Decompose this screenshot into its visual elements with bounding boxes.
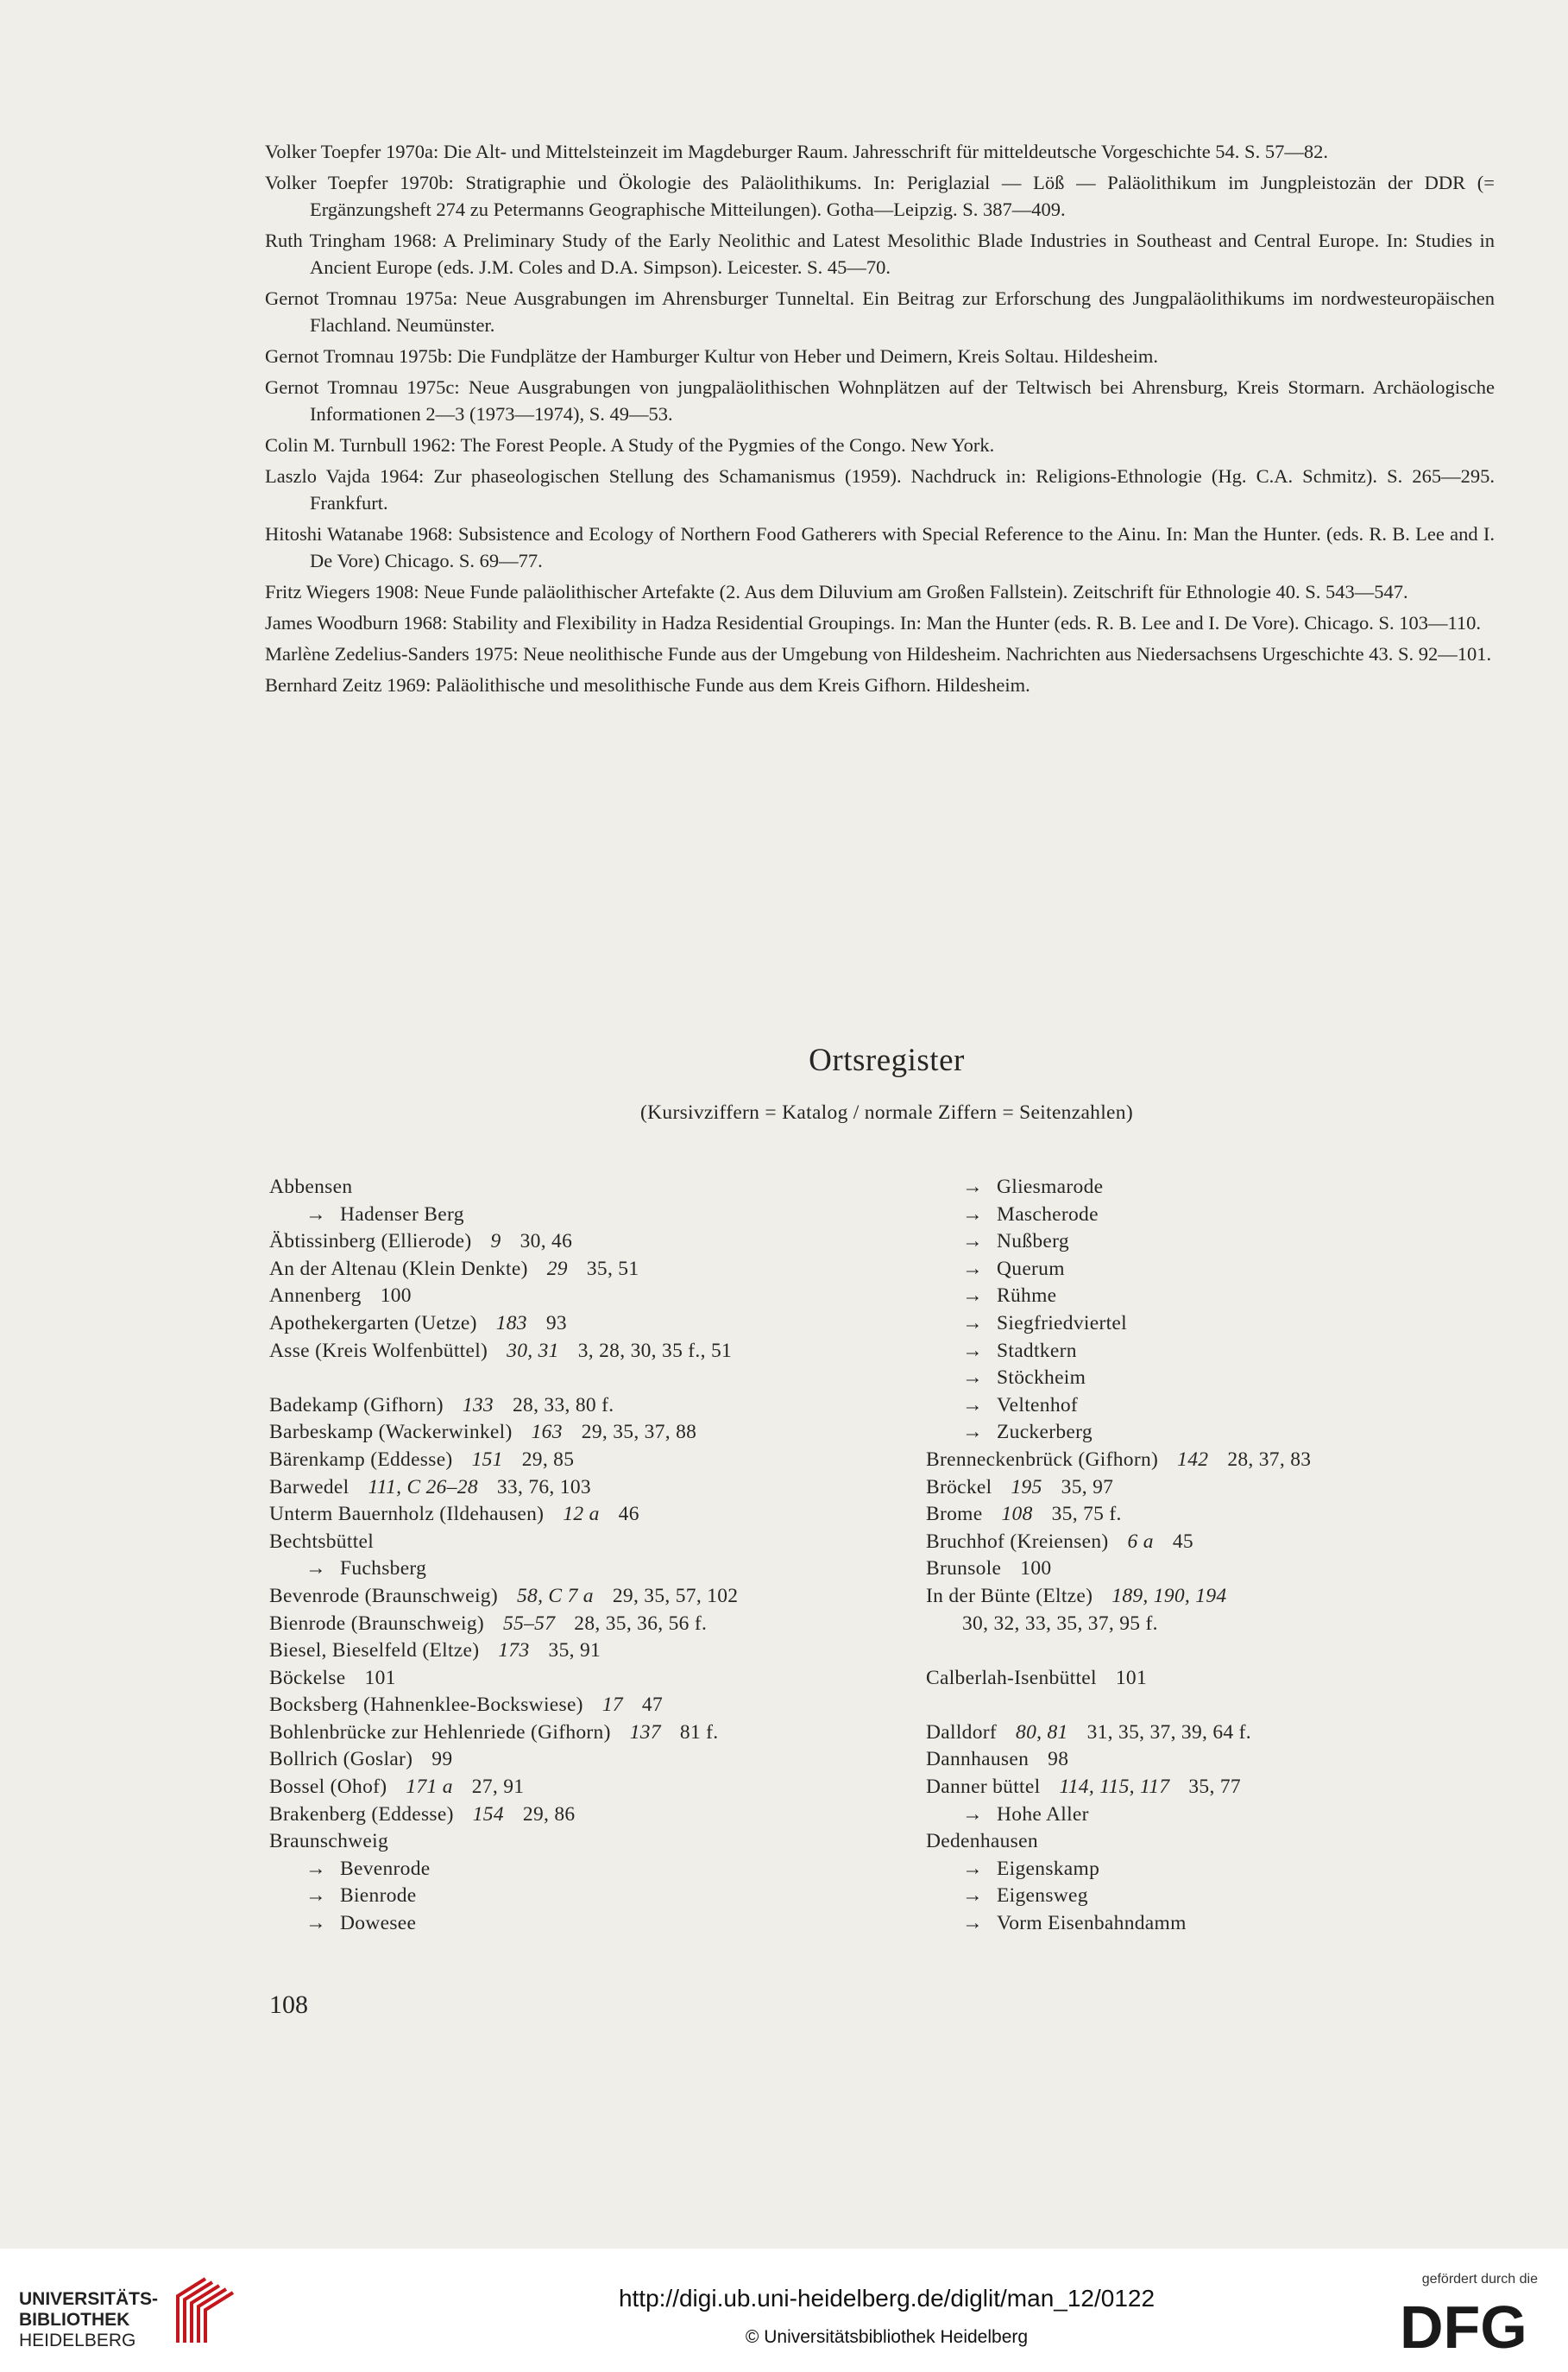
arrow-right-icon: → [962, 1311, 983, 1334]
catalog-numbers: 30, 31 [507, 1339, 559, 1362]
arrow-right-icon: → [962, 1339, 983, 1362]
bibliography-entry: Ruth Tringham 1968: A Preliminary Study of the Early Neolithic and Latest Mesolithic Blade Industries in Southeast and Central Europe. In: Studies in Ancient Europe (eds. J.M. Coles and D.A. Simpson). Leicester. S. 45—70. [265, 230, 1495, 278]
catalog-numbers: 133 [462, 1393, 494, 1416]
register-entry [926, 1774, 1530, 1801]
register-entry [269, 1828, 925, 1856]
catalog-numbers: 108 [1001, 1503, 1033, 1526]
page-references: 29, 35, 37, 88 [581, 1421, 697, 1444]
register-entry [269, 1256, 925, 1284]
register-cross-reference [926, 1419, 1530, 1447]
page-references: 101 [364, 1666, 396, 1689]
catalog-numbers: 142 [1177, 1448, 1209, 1471]
register-entry [269, 1583, 925, 1611]
place-name: Braunschweig [269, 1830, 389, 1853]
register-entry-continuation: 30, 32, 33, 35, 37, 95 f. [962, 1612, 1158, 1635]
bibliography-entry: Marlène Zedelius-Sanders 1975: Neue neolithische Funde aus der Umgebung von Hildesheim. Nachrichten aus Niedersachsens Urgeschichte 43. S. 92—101. [265, 643, 1492, 665]
cross-reference-target: Fuchsberg [340, 1557, 427, 1580]
register-entry [269, 1746, 925, 1774]
register-spacer [926, 1637, 1530, 1665]
register-title: Ortsregister [809, 1043, 965, 1078]
catalog-numbers: 6 a [1127, 1530, 1154, 1553]
place-name: An der Altenau (Klein Denkte) [269, 1257, 528, 1280]
register-entry [269, 1228, 925, 1256]
arrow-right-icon: → [962, 1802, 983, 1826]
page-references: 100 [1020, 1557, 1052, 1580]
register-entry [269, 1529, 925, 1556]
register-entry [926, 1828, 1530, 1856]
page-references: 46 [618, 1503, 639, 1526]
catalog-numbers: 154 [472, 1802, 504, 1826]
register-cross-reference [926, 1310, 1530, 1338]
arrow-right-icon: → [305, 1202, 326, 1226]
register-cross-reference [269, 1555, 925, 1583]
register-cross-reference [926, 1856, 1530, 1883]
bibliography-entry: Gernot Tromnau 1975b: Die Fundplätze der Hamburger Kultur von Heber und Deimern, Kreis Soltau. Hildesheim. [265, 345, 1159, 367]
library-name-line2: BIBLIOTHEK [19, 2310, 130, 2330]
arrow-right-icon: → [962, 1857, 983, 1880]
register-cross-reference [926, 1256, 1530, 1284]
page-references: 28, 37, 83 [1227, 1448, 1312, 1471]
bibliography-entry: Bernhard Zeitz 1969: Paläolithische und mesolithische Funde aus dem Kreis Gifhorn. Hildesheim. [265, 674, 1030, 696]
register-entry [926, 1474, 1530, 1502]
bibliography-entry: Colin M. Turnbull 1962: The Forest People. A Study of the Pygmies of the Congo. New York. [265, 434, 995, 456]
page-references: 29, 35, 57, 102 [612, 1584, 739, 1607]
arrow-right-icon: → [962, 1884, 983, 1908]
register-entry [269, 1419, 925, 1447]
catalog-numbers: 55–57 [503, 1612, 556, 1635]
bibliography-entry: Volker Toepfer 1970a: Die Alt- und Mittelsteinzeit im Magdeburger Raum. Jahresschrift für mitteldeutsche Vorgeschichte 54. S. 57—82. [265, 141, 1328, 162]
page-references: 81 f. [679, 1720, 719, 1744]
catalog-numbers: 195 [1011, 1475, 1042, 1498]
register-entry [269, 1174, 925, 1202]
place-name: Annenberg [269, 1284, 362, 1308]
page-references: 27, 91 [471, 1776, 525, 1799]
arrow-right-icon: → [962, 1176, 983, 1198]
arrow-right-icon: → [962, 1421, 983, 1444]
arrow-right-icon: → [962, 1284, 983, 1308]
bibliography-entry: Volker Toepfer 1970b: Stratigraphie und Ökologie des Paläolithikums. In: Periglazial — Löß — Paläolithikum im Jungpleistozän der DDR (= Ergänzungsheft 274 zu Petermanns Geographische Mitteilungen). Gotha—Leipzig. S. 387—409. [265, 172, 1495, 220]
place-name: Calberlah-Isenbüttel [926, 1666, 1097, 1689]
register-entry [926, 1583, 1530, 1611]
cross-reference-target: Gliesmarode [997, 1176, 1104, 1198]
place-name: Bossel (Ohof) [269, 1776, 387, 1799]
register-spacer [926, 1692, 1530, 1719]
bibliography-entry: Hitoshi Watanabe 1968: Subsistence and Ecology of Northern Food Gatherers with Special Reference to the Ainu. In: Man the Hunter. (eds. R. B. Lee and I. De Vore) Chicago. S. 69—77. [265, 523, 1495, 571]
page-references: 35, 91 [548, 1639, 601, 1662]
catalog-numbers: 114, 115, 117 [1059, 1776, 1170, 1799]
register-entry [269, 1665, 925, 1693]
bibliography-entry: Gernot Tromnau 1975a: Neue Ausgrabungen im Ahrensburger Tunneltal. Ein Beitrag zur Erforschung des Jungpaläolithikums im nordwesteuropäischen Flachland. Neumünster. [265, 287, 1495, 336]
page-references: 35, 75 f. [1051, 1503, 1122, 1526]
bibliography-entry: Fritz Wiegers 1908: Neue Funde paläolithischer Artefakte (2. Aus dem Diluvium am Großen Fallstein). Zeitschrift für Ethnologie 40. S. 543—547. [265, 581, 1408, 602]
register-cross-reference [269, 1856, 925, 1883]
catalog-numbers: 183 [495, 1311, 527, 1334]
page-references: 29, 86 [522, 1802, 576, 1826]
place-name: Asse (Kreis Wolfenbüttel) [269, 1339, 488, 1362]
cross-reference-target: Siegfriedviertel [997, 1311, 1127, 1334]
arrow-right-icon: → [305, 1857, 326, 1880]
page-references: 35, 77 [1188, 1776, 1241, 1799]
catalog-numbers: 80, 81 [1016, 1720, 1068, 1744]
dfg-logo-text: DFG [1400, 2296, 1527, 2356]
place-name: Badekamp (Gifhorn) [269, 1393, 444, 1416]
register-cross-reference [926, 1174, 1530, 1202]
bibliography-entry: James Woodburn 1968: Stability and Flexibility in Hadza Residential Groupings. In: Man the Hunter (eds. R. B. Lee and I. De Vore). Chicago. S. 103—110. [265, 612, 1482, 634]
place-name: Abbensen [269, 1176, 353, 1198]
register-entry [269, 1310, 925, 1338]
arrow-right-icon: → [962, 1230, 983, 1253]
catalog-numbers: 171 a [406, 1776, 453, 1799]
cross-reference-target: Vorm Eisenbahndamm [997, 1912, 1187, 1935]
register-entry [269, 1801, 925, 1829]
register-entry [269, 1338, 925, 1366]
place-name: Äbtissinberg (Ellierode) [269, 1230, 472, 1253]
catalog-numbers: 12 a [563, 1503, 600, 1526]
register-cross-reference [926, 1338, 1530, 1366]
place-name: Bienrode (Braunschweig) [269, 1612, 485, 1635]
register-entry [269, 1719, 925, 1747]
place-name: Danner büttel [926, 1776, 1041, 1799]
cross-reference-target: Eigenskamp [997, 1857, 1100, 1880]
place-name: Brenneckenbrück (Gifhorn) [926, 1448, 1159, 1471]
cross-reference-target: Mascherode [997, 1202, 1099, 1226]
place-name: Bevenrode (Braunschweig) [269, 1584, 498, 1607]
arrow-right-icon: → [962, 1393, 983, 1416]
arrow-right-icon: → [305, 1557, 326, 1580]
page-references: 99 [431, 1748, 453, 1771]
register-entry [926, 1529, 1530, 1556]
place-name: Bröckel [926, 1475, 992, 1498]
place-name: Unterm Bauernholz (Ildehausen) [269, 1503, 545, 1526]
catalog-numbers: 58, C 7 a [516, 1584, 594, 1607]
place-name: Bohlenbrücke zur Hehlenriede (Gifhorn) [269, 1720, 611, 1744]
register-entry [269, 1611, 925, 1638]
cross-reference-target: Stöckheim [997, 1366, 1086, 1390]
place-name: Barbeskamp (Wackerwinkel) [269, 1421, 513, 1444]
register-right-column [926, 1174, 1530, 1938]
page-references: 31, 35, 37, 39, 64 f. [1086, 1720, 1251, 1744]
funding-note: gefördert durch die [1421, 2272, 1538, 2287]
page-references: 35, 97 [1061, 1475, 1114, 1498]
place-name: Brakenberg (Eddesse) [269, 1802, 454, 1826]
place-name: Bechtsbüttel [269, 1530, 375, 1553]
cross-reference-target: Bevenrode [340, 1857, 431, 1880]
arrow-right-icon: → [962, 1257, 983, 1280]
page-references: 28, 35, 36, 56 f. [574, 1612, 708, 1635]
cross-reference-target: Nußberg [997, 1230, 1069, 1253]
page-references: 100 [380, 1284, 412, 1308]
place-name: Dalldorf [926, 1720, 998, 1744]
cross-reference-target: Veltenhof [997, 1393, 1079, 1416]
place-name: Bollrich (Goslar) [269, 1748, 413, 1771]
register-entry [926, 1501, 1530, 1529]
permalink-url[interactable]: http://digi.ub.uni-heidelberg.de/diglit/man_12/0122 [618, 2285, 1156, 2312]
copyright-notice: © Universitätsbibliothek Heidelberg [745, 2327, 1029, 2347]
page-references: 35, 51 [586, 1257, 639, 1280]
register-cross-reference [926, 1365, 1530, 1392]
register-cross-reference [926, 1283, 1530, 1310]
register-cross-reference [269, 1883, 925, 1910]
place-name: In der Bünte (Eltze) [926, 1584, 1093, 1607]
arrow-right-icon: → [962, 1202, 983, 1226]
place-name: Dannhausen [926, 1748, 1030, 1771]
register-subtitle: (Kursivziffern = Katalog / normale Ziffern = Seitenzahlen) [640, 1101, 1133, 1124]
register-left-column [269, 1174, 925, 1938]
register-entry [269, 1692, 925, 1719]
register-spacer [269, 1365, 925, 1392]
register-cross-reference [926, 1910, 1530, 1938]
catalog-numbers: 9 [490, 1230, 501, 1253]
place-name: Barwedel [269, 1475, 349, 1498]
catalog-numbers: 29 [546, 1257, 568, 1280]
arrow-right-icon: → [305, 1884, 326, 1908]
page-references: 47 [641, 1694, 664, 1717]
cross-reference-target: Hadenser Berg [340, 1202, 464, 1226]
register-entry [269, 1774, 925, 1801]
register-cross-reference [269, 1910, 925, 1938]
place-name: Dedenhausen [926, 1830, 1038, 1853]
register-entry [926, 1719, 1530, 1747]
place-name: Brome [926, 1503, 983, 1526]
arrow-right-icon: → [305, 1912, 326, 1935]
register-cross-reference [926, 1228, 1530, 1256]
cross-reference-target: Hohe Aller [997, 1802, 1089, 1826]
catalog-numbers: 189, 190, 194 [1111, 1584, 1227, 1607]
register-cross-reference [926, 1202, 1530, 1229]
catalog-numbers: 137 [629, 1720, 661, 1744]
place-name: Apothekergarten (Uetze) [269, 1311, 477, 1334]
page-references: 93 [545, 1311, 567, 1334]
cross-reference-target: Dowesee [340, 1912, 417, 1935]
register-entry [926, 1555, 1530, 1583]
page-references: 3, 28, 30, 35 f., 51 [577, 1339, 733, 1362]
register-cross-reference [269, 1202, 925, 1229]
register-entry [926, 1447, 1530, 1474]
library-name-line1: UNIVERSITÄTS- [19, 2289, 159, 2309]
cross-reference-target: Stadtkern [997, 1339, 1077, 1362]
cross-reference-target: Bienrode [340, 1884, 417, 1908]
register-cross-reference [926, 1801, 1530, 1829]
register-cross-reference [926, 1883, 1530, 1910]
register-cross-reference [926, 1392, 1530, 1420]
register-entry [269, 1447, 925, 1474]
page-references: 101 [1115, 1666, 1147, 1689]
place-name: Böckelse [269, 1666, 346, 1689]
page-references: 30, 46 [520, 1230, 573, 1253]
place-name: Bruchhof (Kreiensen) [926, 1530, 1109, 1553]
place-name: Bocksberg (Hahnenklee-Bockswiese) [269, 1694, 583, 1717]
cross-reference-target: Querum [997, 1257, 1065, 1280]
library-name-line3: HEIDELBERG [19, 2331, 136, 2350]
bibliography-list [265, 138, 1495, 703]
register-entry [926, 1665, 1530, 1693]
bibliography-entry: Laszlo Vajda 1964: Zur phaseologischen Stellung des Schamanismus (1959). Nachdruck in: Religions-Ethnologie (Hg. C.A. Schmitz). S. 265—295. Frankfurt. [265, 465, 1495, 514]
place-name: Biesel, Bieselfeld (Eltze) [269, 1639, 480, 1662]
arrow-right-icon: → [962, 1366, 983, 1390]
page-references: 45 [1172, 1530, 1193, 1553]
register-entry [269, 1637, 925, 1665]
catalog-numbers: 111, C 26–28 [368, 1475, 478, 1498]
page-references: 33, 76, 103 [496, 1475, 591, 1498]
catalog-numbers: 17 [601, 1694, 623, 1717]
catalog-numbers: 151 [471, 1448, 503, 1471]
register-entry [269, 1283, 925, 1310]
register-entry [926, 1746, 1530, 1774]
page-number: 108 [269, 1990, 308, 2019]
page-references: 28, 33, 80 f. [512, 1393, 614, 1416]
place-name: Bärenkamp (Eddesse) [269, 1448, 453, 1471]
register-entry [269, 1392, 925, 1420]
place-name: Brunsole [926, 1557, 1002, 1580]
catalog-numbers: 173 [498, 1639, 530, 1662]
dfg-logo[interactable] [1398, 2296, 1540, 2356]
cross-reference-target: Zuckerberg [997, 1421, 1093, 1444]
cross-reference-target: Eigensweg [997, 1884, 1088, 1908]
catalog-numbers: 163 [531, 1421, 563, 1444]
cross-reference-target: Rühme [997, 1284, 1057, 1308]
bibliography-entry: Gernot Tromnau 1975c: Neue Ausgrabungen von jungpaläolithischen Wohnplätzen auf der Teltwisch bei Ahrensburg, Kreis Stormarn. Archäologische Informationen 2—3 (1973—1974), S. 49—53. [265, 376, 1495, 425]
arrow-right-icon: → [962, 1912, 983, 1935]
page-references: 98 [1048, 1748, 1069, 1771]
page-references: 29, 85 [521, 1448, 575, 1471]
register-entry [269, 1501, 925, 1529]
register-entry [269, 1474, 925, 1502]
